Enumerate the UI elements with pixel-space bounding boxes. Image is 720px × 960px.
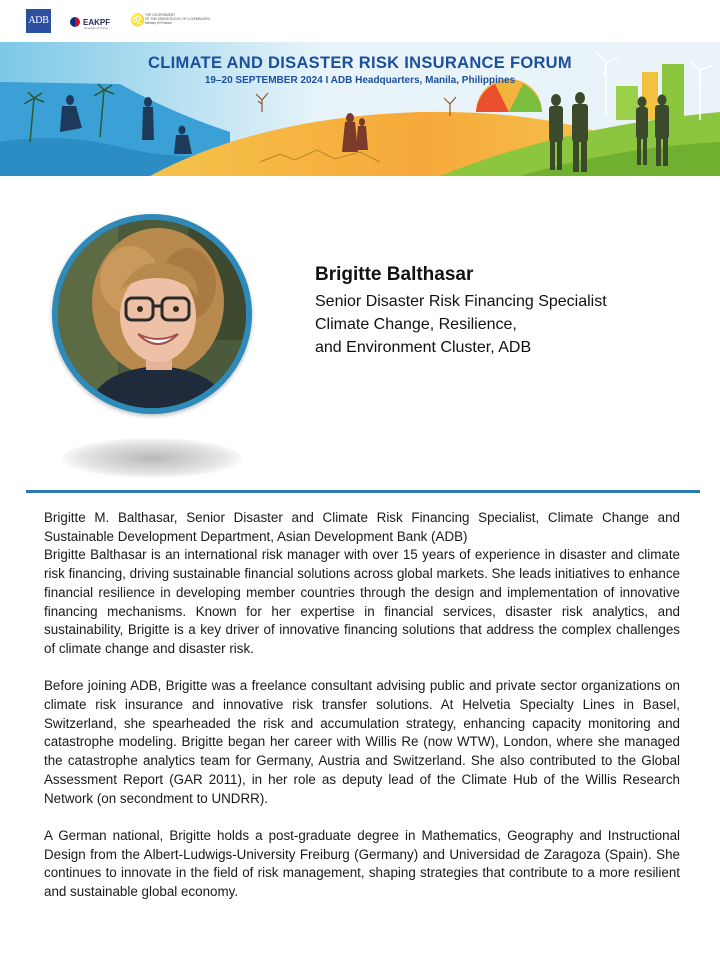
profile-photo-frame xyxy=(52,214,252,414)
section-divider xyxy=(26,490,700,493)
bio-paragraph: Brigitte Balthasar is an international risk manager with over 15 years of experience in disaster and climate risk financing, driving sustainable financial solutions across global markets. She leads initiatives to enhance financial resilience in developing member countries through the design and implementation of innovative financing mechanisms. Known for her expertise in financial services, disaster risk analytics, and sustainability, Brigitte is a key driver of innovative financing solutions that address the complex challenges of climate change and disaster risk. xyxy=(44,547,680,656)
bio-paragraph: Before joining ADB, Brigitte was a freelance consultant advising public and private sector organizations on climate risk insurance and innovative risk transfer solutions. At Helvetia Specialty Lines in Basel, Switzerland, she spearheaded the risk and accumulation strategy, enhancing capacity monitoring and catastrophe modeling. Brigitte began her career with Willis Re (now WTW), London, where she managed the catastrophe analytics team for Germany, Austria and Switzerland. She also contributed to the Global Assessment Report (GAR 2011), in her role as deputy lead of the Climate Hub of the Willis Research Network (on secondment to UNDRR). xyxy=(44,678,680,806)
luxembourg-logo-text: THE GOVERNMENT OF THE GRAND DUCHY OF LUXEMBOURG Ministry of Finance xyxy=(145,13,211,25)
speaker-title-line-2: Climate Change, Resilience, xyxy=(315,316,517,333)
bio-paragraph: Brigitte M. Balthasar, Senior Disaster and Climate Risk Financing Specialist, Climate Change and Sustainable Development Department, Asian Development Bank (ADB) xyxy=(44,510,680,544)
adb-logo: ADB xyxy=(26,9,51,33)
taegeuk-icon xyxy=(70,17,80,27)
lion-icon: ♌ xyxy=(130,13,145,27)
speaker-name: Brigitte Balthasar xyxy=(315,264,474,285)
banner-title: CLIMATE AND DISASTER RISK INSURANCE FORUM xyxy=(148,54,572,72)
logo-strip xyxy=(0,0,720,42)
forum-banner xyxy=(0,42,720,176)
banner-subtitle: 19–20 SEPTEMBER 2024 I ADB Headquarters, Manila, Philippines xyxy=(204,75,516,86)
speaker-title-line-1: Senior Disaster Risk Financing Specialist xyxy=(315,293,607,310)
photo-shadow xyxy=(62,438,242,478)
eakpf-logo-subtext: Republic of Korea xyxy=(84,26,108,30)
profile-photo xyxy=(58,220,246,408)
luxembourg-logo xyxy=(130,13,210,31)
eakpf-logo xyxy=(70,14,110,30)
speaker-bio xyxy=(44,509,680,902)
bio-paragraph: A German national, Brigitte holds a post-graduate degree in Mathematics, Geography and Instructional Design from the Albert-Ludwigs-University Freiburg (Germany) and Universidad de Zaragoza (Spain). She continues to innovate in the field of risk management, shaping strategies that contribute to a more resilient and sustainable global economy. xyxy=(44,827,680,900)
eakpf-logo-text: EAKPF xyxy=(83,17,111,27)
speaker-title-line-3: and Environment Cluster, ADB xyxy=(315,339,532,356)
